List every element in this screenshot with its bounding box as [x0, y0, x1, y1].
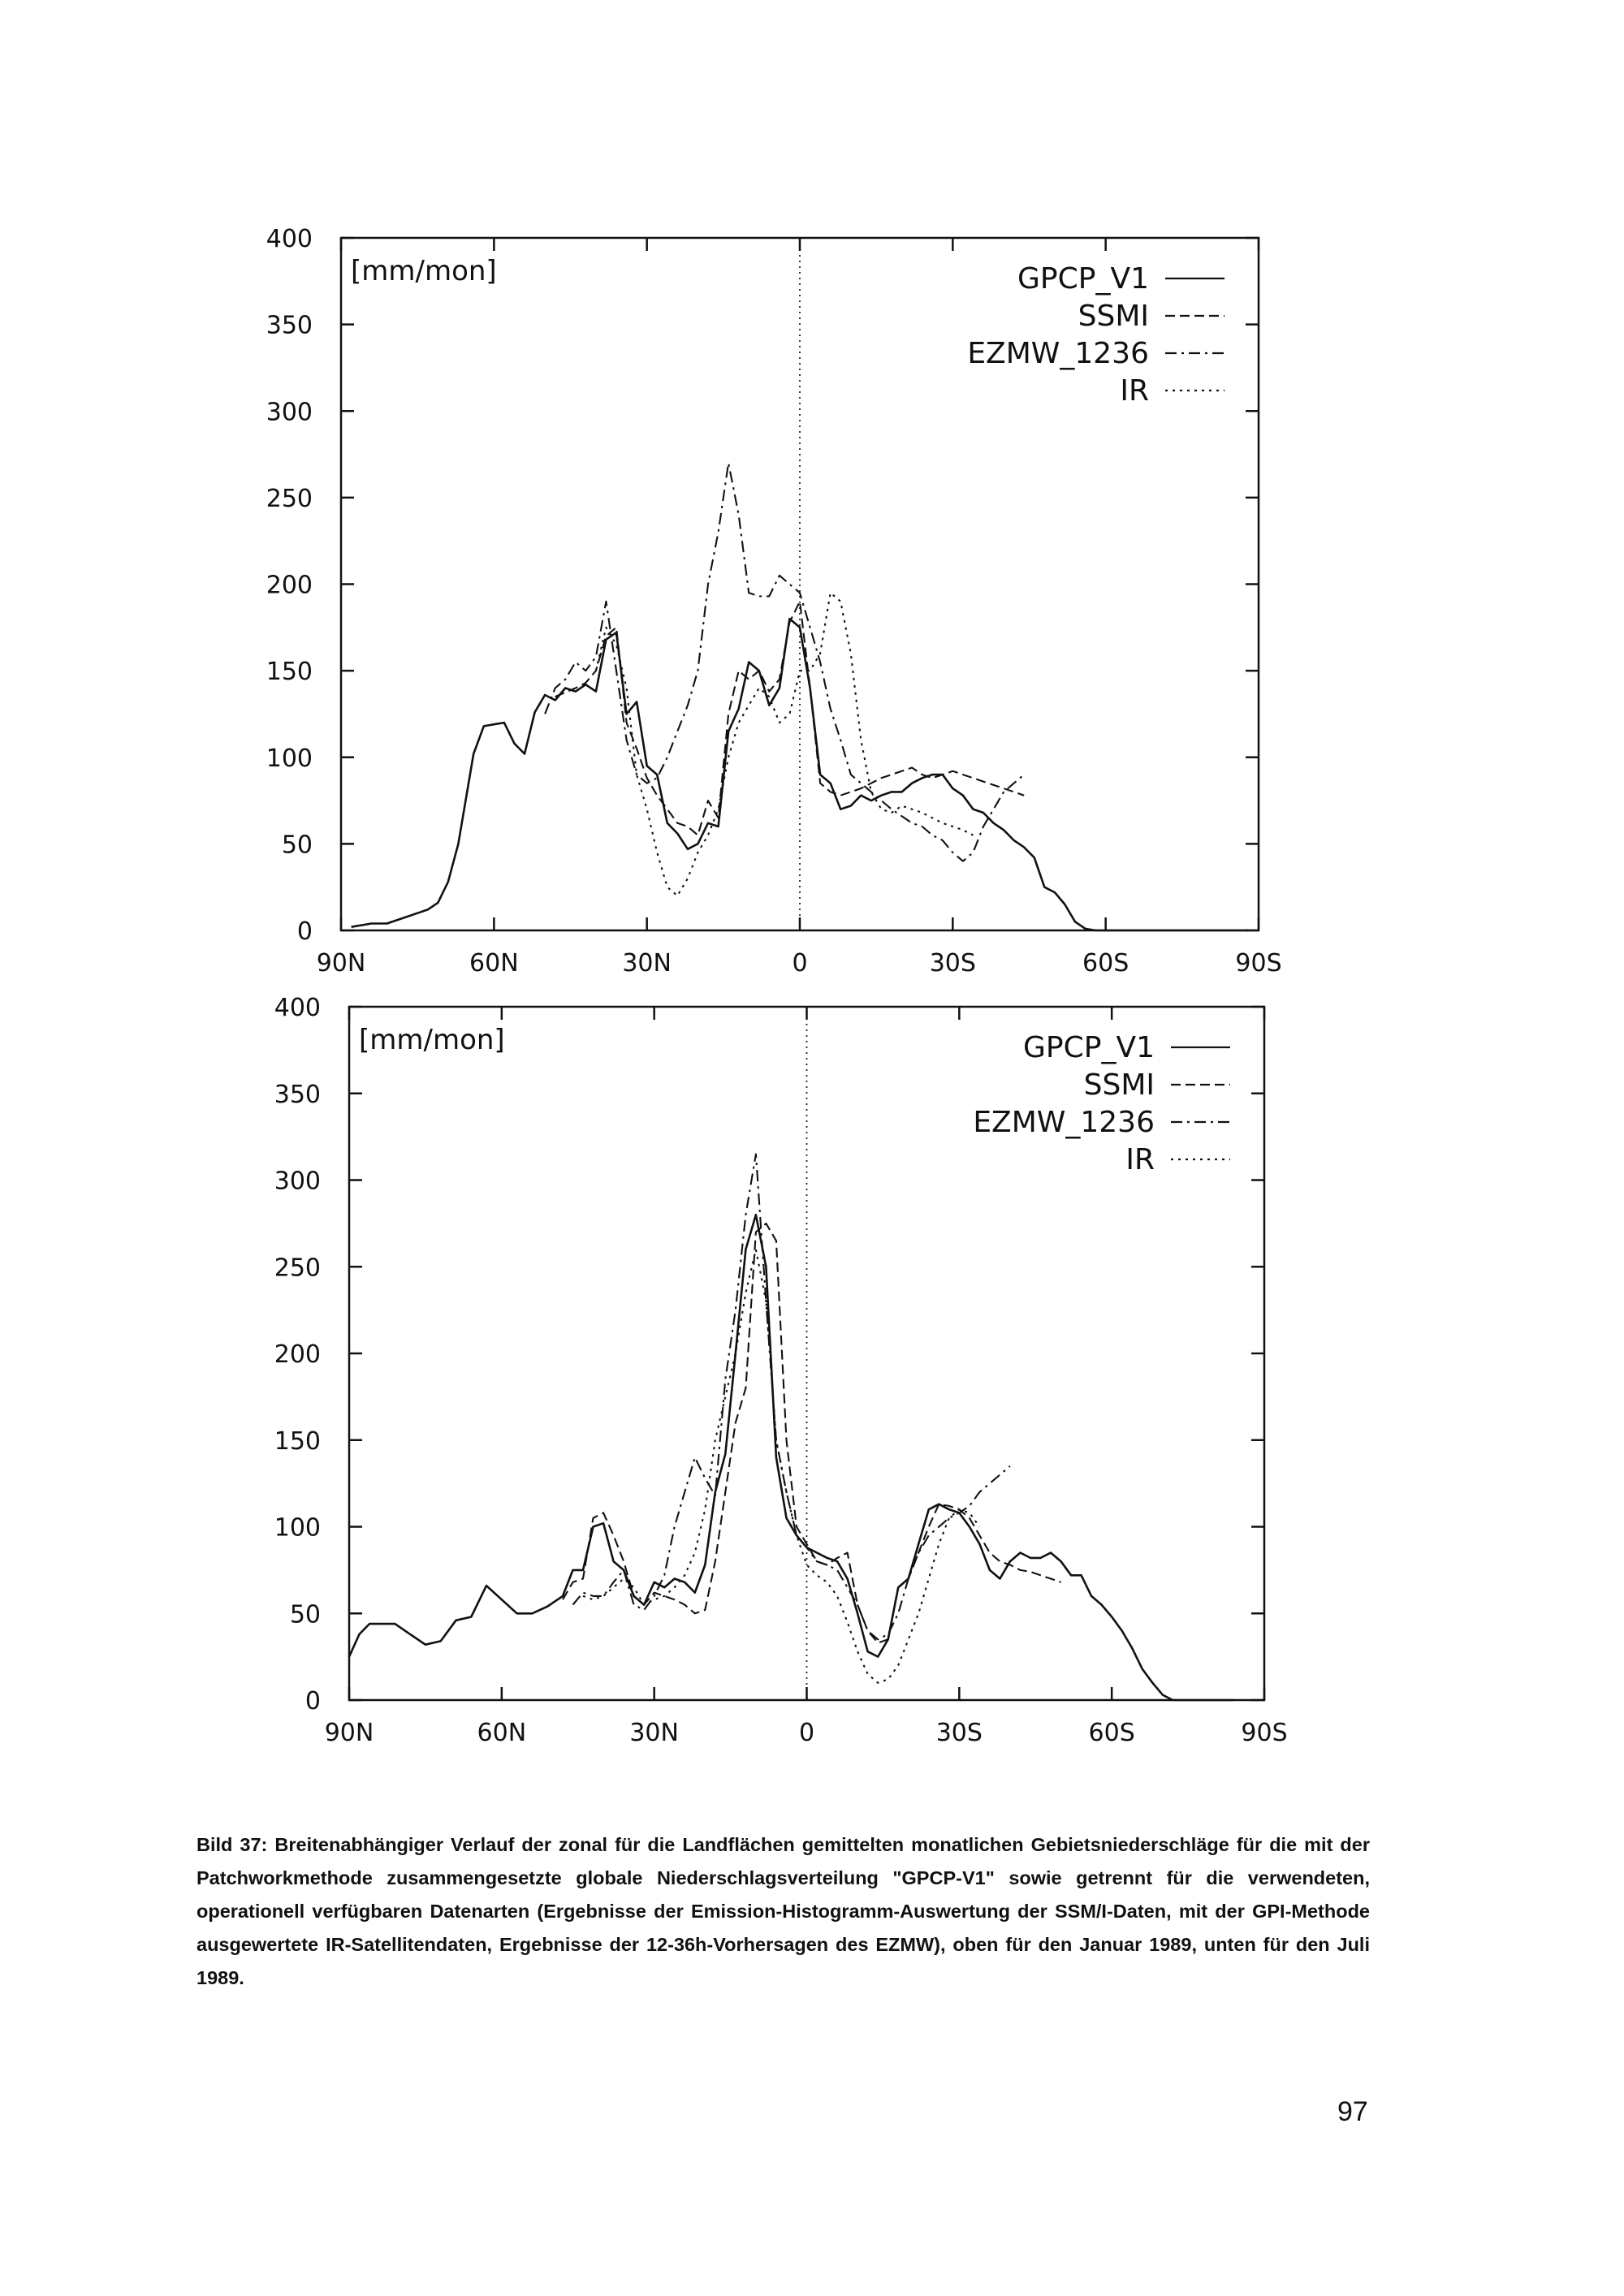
unit-label: [mm/mon]: [351, 255, 497, 287]
x-tick-label: 30N: [622, 949, 672, 978]
y-tick-label: 50: [281, 831, 313, 860]
legend-label: EZMW_1236: [967, 337, 1149, 370]
legend-label: IR: [1125, 1143, 1155, 1176]
series-line-ssmi: [563, 1224, 1061, 1643]
legend-label: EZMW_1236: [973, 1106, 1155, 1139]
series-line-ezmw-1236: [545, 463, 1024, 861]
chart-panel-2: [274, 994, 1288, 1747]
series-line-ezmw-1236: [573, 1154, 1010, 1640]
y-tick-label: 0: [304, 1687, 321, 1716]
y-tick-label: 400: [266, 225, 313, 253]
chart-panel-1: [266, 225, 1282, 978]
x-tick-label: 90N: [324, 1719, 374, 1747]
legend-label: SSMI: [1083, 1068, 1155, 1102]
x-tick-label: 0: [798, 1719, 815, 1747]
y-tick-label: 200: [266, 571, 313, 600]
series-line-ir: [596, 593, 974, 896]
x-tick-label: 30S: [935, 1719, 983, 1747]
y-tick-label: 100: [274, 1513, 321, 1543]
x-tick-label: 60N: [477, 1719, 527, 1747]
x-tick-label: 30S: [929, 949, 976, 978]
x-tick-label: 0: [792, 949, 808, 978]
unit-label: [mm/mon]: [359, 1024, 505, 1056]
x-tick-label: 30N: [629, 1719, 679, 1747]
x-tick-label: 60N: [469, 949, 519, 978]
y-tick-label: 350: [274, 1080, 321, 1109]
y-tick-label: 0: [296, 917, 313, 946]
y-tick-label: 300: [266, 398, 313, 427]
x-tick-label: 60S: [1088, 1719, 1135, 1747]
figure-caption: Bild 37: Breitenabhängiger Verlauf der zonal für die Landflächen gemittelten monatlichen Gebietsniederschläge für die mit der Patchworkmethode zusammengesetzte globale Niederschlagsverteilung "GPCP-V1" sowie getrennt für die verwendeten, operationell verfügbaren Datenarten (Ergebnisse der Emission-Histogramm-Auswertung der SSM/I-Daten, mit der GPI-Methode ausgewertete IR-Satellitendaten, Ergebnisse der 12-36h-Vorhersagen des EZMW), oben für den Januar 1989, unten für den Juli 1989.: [197, 1834, 1370, 1988]
y-tick-label: 200: [274, 1340, 321, 1369]
y-tick-label: 150: [266, 658, 313, 687]
x-tick-label: 60S: [1082, 949, 1129, 978]
y-tick-label: 150: [274, 1426, 321, 1456]
y-tick-label: 50: [289, 1600, 321, 1629]
legend-label: IR: [1120, 374, 1149, 408]
series-line-gpcp-v1: [349, 1215, 1233, 1700]
y-tick-label: 250: [274, 1254, 321, 1283]
y-tick-label: 350: [266, 311, 313, 340]
x-tick-label: 90S: [1241, 1719, 1288, 1747]
y-tick-label: 300: [274, 1167, 321, 1196]
y-tick-label: 250: [266, 484, 313, 513]
legend-label: GPCP_V1: [1023, 1031, 1155, 1064]
legend-label: SSMI: [1078, 300, 1149, 333]
x-tick-label: 90S: [1235, 949, 1282, 978]
y-tick-label: 400: [274, 994, 321, 1022]
page-number: 97: [1337, 2096, 1368, 2127]
series-line-ir: [583, 1249, 979, 1683]
y-tick-label: 100: [266, 744, 313, 773]
legend-label: GPCP_V1: [1017, 262, 1149, 296]
series-line-ssmi: [555, 602, 1024, 835]
x-tick-label: 90N: [316, 949, 366, 978]
